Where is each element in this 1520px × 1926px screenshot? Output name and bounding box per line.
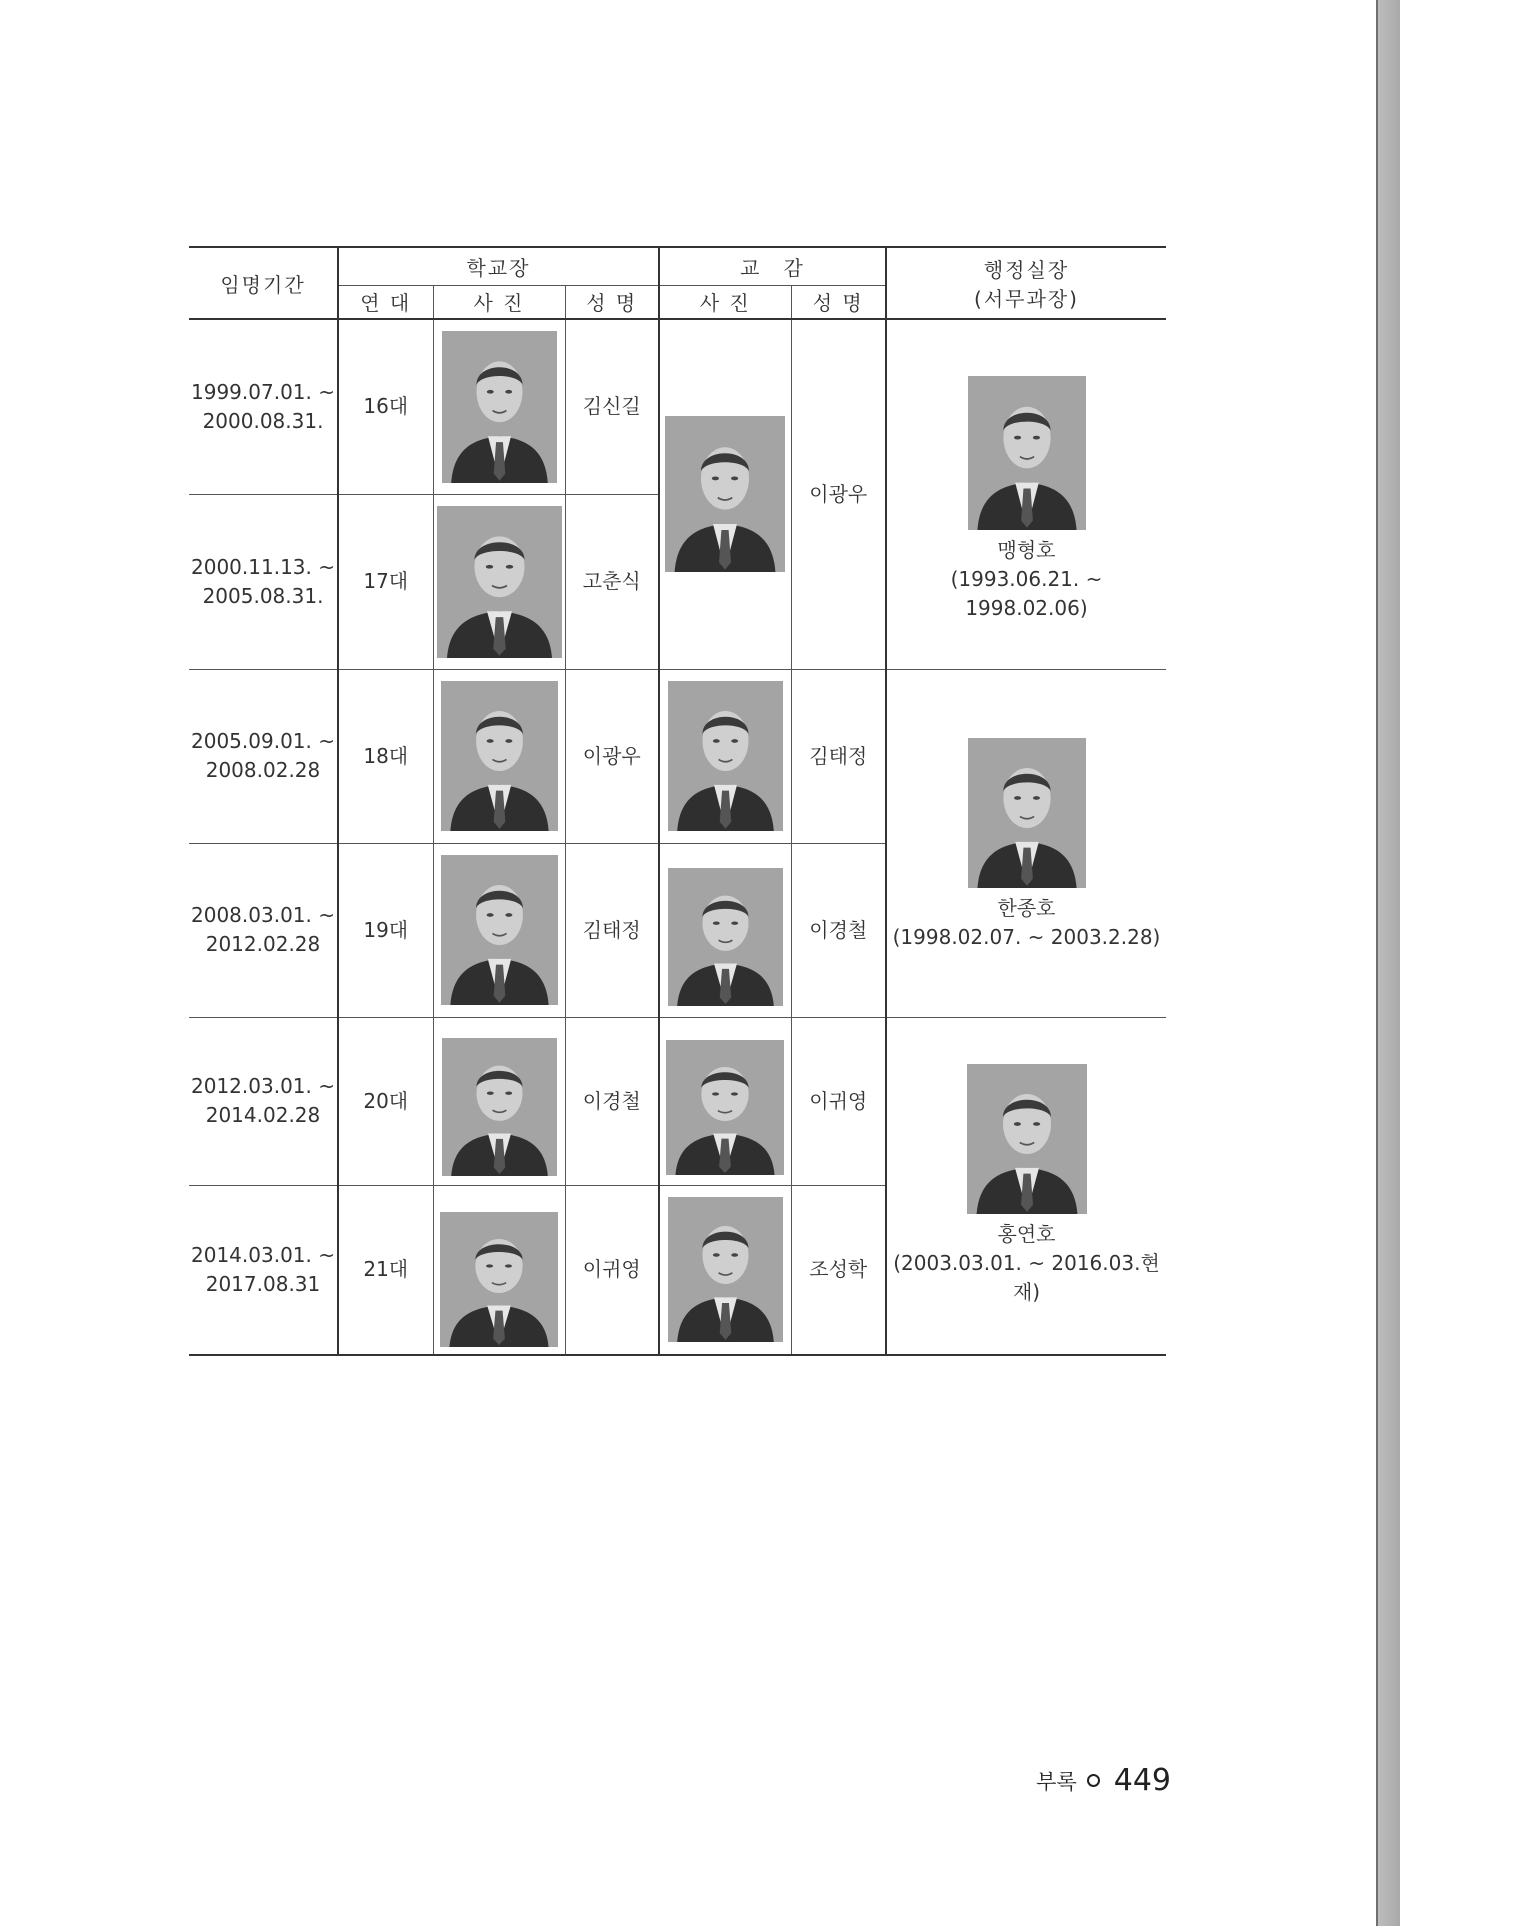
vice-photo-cell <box>659 1185 791 1355</box>
vice-name-cell: 조성학 <box>791 1185 886 1355</box>
principal-name-cell: 김태정 <box>565 843 659 1017</box>
header-vice-principal: 교 감 <box>659 247 886 285</box>
vice-name-cell: 김태정 <box>791 669 886 843</box>
period-cell: 2005.09.01. ~ 2008.02.28 <box>189 669 338 843</box>
vice-photo <box>665 416 785 572</box>
header-vice-photo: 사 진 <box>659 285 791 319</box>
generation-cell: 19대 <box>338 843 433 1017</box>
table-row <box>189 319 1166 494</box>
vice-photo-cell <box>659 1017 791 1185</box>
table-row <box>189 1017 1166 1185</box>
principal-name-cell: 김신길 <box>565 319 659 494</box>
vice-photo-cell <box>659 319 791 669</box>
header-principal: 학교장 <box>338 247 659 285</box>
principal-photo <box>442 1038 557 1176</box>
header-admin-line1: 행정실장 <box>983 258 1070 282</box>
principal-name-cell: 이경철 <box>565 1017 659 1185</box>
generation-cell: 20대 <box>338 1017 433 1185</box>
admin-term: (1998.02.07. ~ 2003.2.28) <box>892 925 1161 949</box>
principal-name-cell: 이광우 <box>565 669 659 843</box>
vice-photo-cell <box>659 669 791 843</box>
principal-photo <box>440 1212 558 1347</box>
page-footer <box>1036 1762 1171 1798</box>
header-vice-name: 성 명 <box>791 285 886 319</box>
admin-cell <box>886 669 1166 1017</box>
admin-name: 홍연호 <box>997 1222 1056 1247</box>
generation-cell: 16대 <box>338 319 433 494</box>
admin-photo <box>968 376 1086 530</box>
principal-photo-cell <box>433 843 565 1017</box>
principal-photo-cell <box>433 494 565 669</box>
table-row <box>189 669 1166 843</box>
principal-photo-cell <box>433 1185 565 1355</box>
principal-photo <box>441 681 558 831</box>
header-admin-line2: (서무과장) <box>974 287 1079 311</box>
principal-photo <box>442 331 557 483</box>
admin-cell <box>886 1017 1166 1355</box>
vice-name-cell: 이경철 <box>791 843 886 1017</box>
period-cell: 2000.11.13. ~ 2005.08.31. <box>189 494 338 669</box>
principal-photo <box>437 506 562 658</box>
principal-photo <box>441 855 558 1005</box>
vice-name-cell: 이귀영 <box>791 1017 886 1185</box>
admin-name: 한종호 <box>997 896 1056 920</box>
period-cell: 1999.07.01. ~ 2000.08.31. <box>189 319 338 494</box>
principal-name-cell: 고춘식 <box>565 494 659 669</box>
principal-name-cell: 이귀영 <box>565 1185 659 1355</box>
header-principal-photo: 사 진 <box>433 285 565 319</box>
vice-photo-cell <box>659 843 791 1017</box>
admin-term: (1993.06.21. ~ 1998.02.06) <box>950 566 1103 620</box>
period-cell: 2014.03.01. ~ 2017.08.31 <box>189 1185 338 1355</box>
page-number: 449 <box>1113 1763 1171 1798</box>
header-generation: 연 대 <box>338 285 433 319</box>
header-period: 임명기간 <box>189 247 338 319</box>
vice-photo <box>668 681 783 831</box>
admin-photo <box>967 1064 1087 1214</box>
vice-photo <box>668 1197 783 1342</box>
generation-cell: 18대 <box>338 669 433 843</box>
generation-cell: 17대 <box>338 494 433 669</box>
generation-cell: 21대 <box>338 1185 433 1355</box>
footer-label: 부록 <box>1036 1769 1077 1794</box>
vice-photo <box>668 868 783 1006</box>
principal-photo-cell <box>433 319 565 494</box>
header-principal-name: 성 명 <box>565 285 659 319</box>
admin-term: (2003.03.01. ~ 2016.03.현재) <box>893 1251 1160 1305</box>
bullet-icon <box>1087 1774 1100 1787</box>
period-cell: 2012.03.01. ~ 2014.02.28 <box>189 1017 338 1185</box>
staff-history-table <box>189 246 1166 1356</box>
admin-name: 맹형호 <box>997 537 1056 562</box>
period-cell: 2008.03.01. ~ 2012.02.28 <box>189 843 338 1017</box>
admin-cell <box>886 319 1166 669</box>
principal-photo-cell <box>433 669 565 843</box>
page-margin <box>1400 0 1520 1926</box>
page-edge <box>1376 0 1402 1926</box>
vice-name-cell: 이광우 <box>791 319 886 669</box>
header-admin <box>886 247 1166 319</box>
admin-photo <box>968 738 1086 888</box>
vice-photo <box>666 1040 784 1175</box>
principal-photo-cell <box>433 1017 565 1185</box>
